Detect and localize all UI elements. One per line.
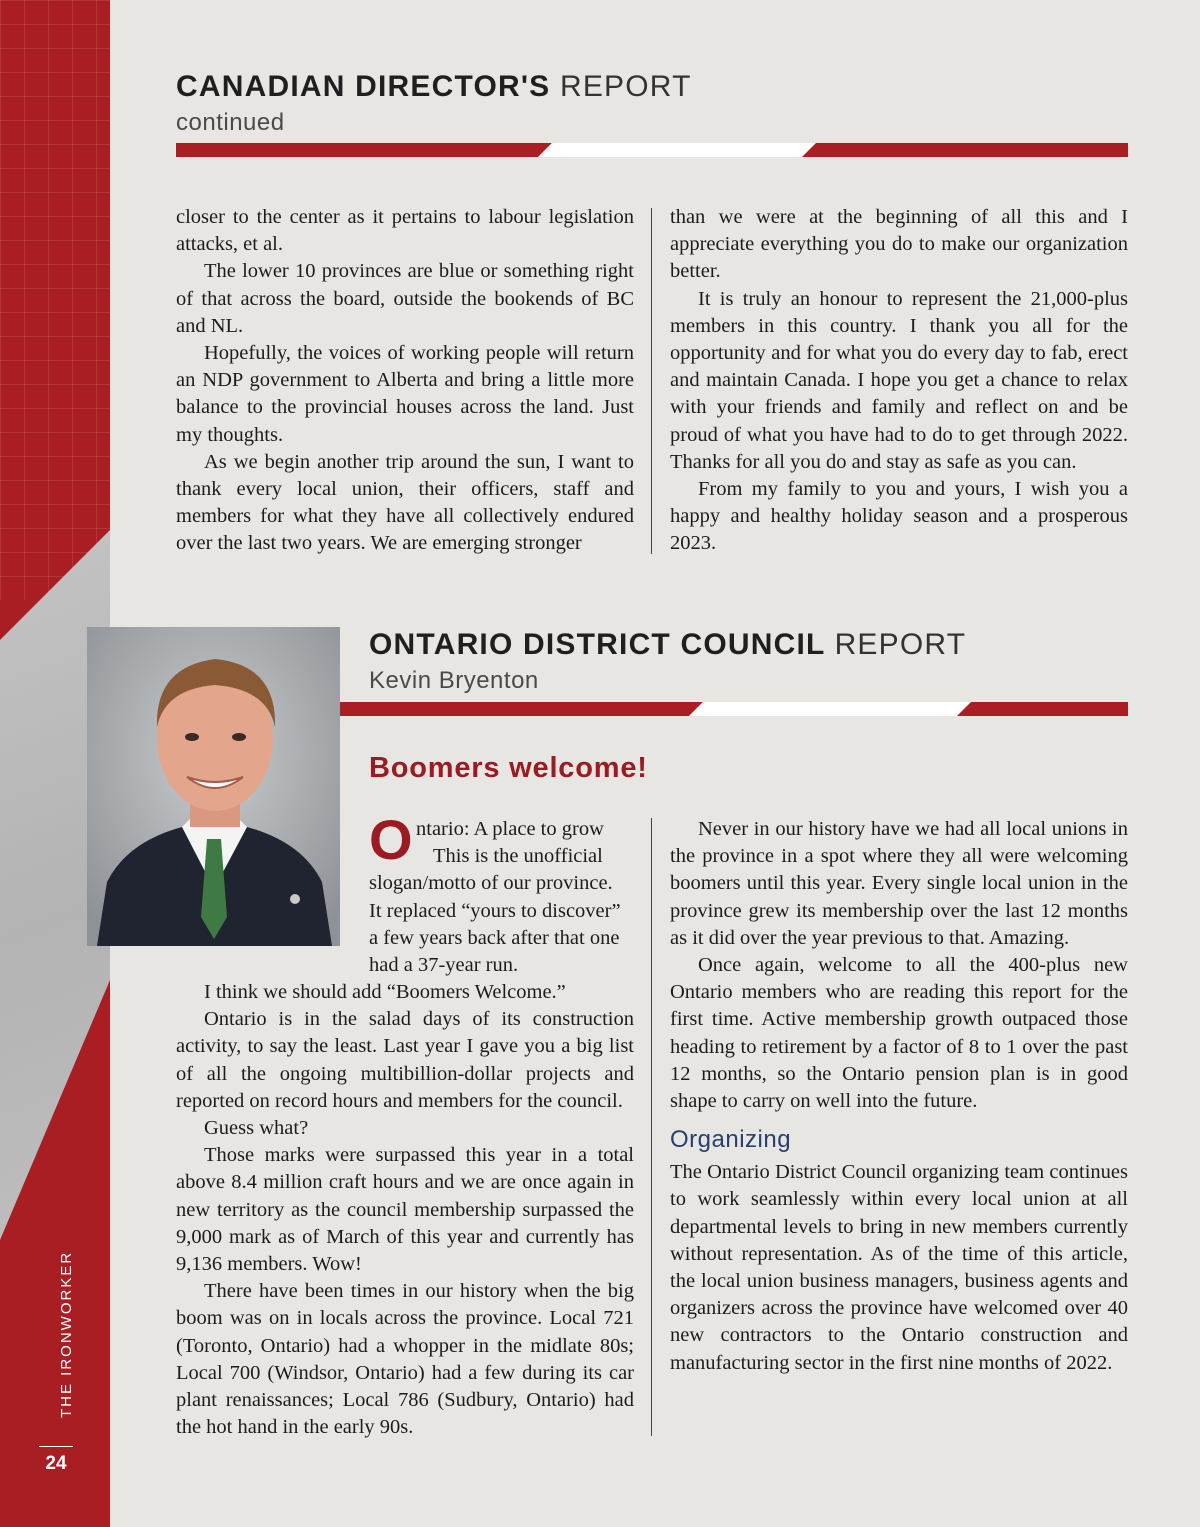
intro-line: a few years back after that one [369, 926, 620, 949]
paragraph: Hopefully, the voices of working people will return an NDP government to Alberta and bring a little more balance to the provincial houses across the land. Just my thoughts. [176, 342, 634, 446]
paragraph: The lower 10 provinces are blue or something right of that across the board, outside the bookends of BC and NL. [176, 260, 634, 337]
intro-line: ntario: A place to grow [416, 818, 604, 840]
header-accent-bar [340, 702, 1128, 716]
intro-block [369, 816, 634, 979]
section-title [369, 628, 966, 662]
column-divider [651, 818, 652, 1436]
paragraph: There have been times in our history when the big boom was on in locals across the province. Local 721 (Toronto, Ontario) had a whopper in the midlate 80s; Local 700 (Windsor, Ontario) had a few during its car plant renaissances; Local 786 (Sudbury, Ontario) had the hot hand in the early 90s. [176, 1280, 634, 1439]
paragraph: closer to the center as it pertains to labour legislation attacks, et al. [176, 206, 634, 256]
section-title-bold: ONTARIO DISTRICT COUNCIL [369, 628, 826, 661]
page-number-divider [39, 1446, 73, 1447]
director-report-left-column [176, 204, 634, 558]
section-title-light: REPORT [834, 628, 967, 661]
section-title-bold: CANADIAN DIRECTOR'S [176, 70, 551, 103]
paragraph: The Ontario District Council organizing team continues to work seamlessly within every local union at all departmental levels to bring in new members currently without representation. As of the time of this article, the local union business managers, business agents and organizers across the province have welcomed over 40 new contractors to the Ontario construction and manufacturing sector in the first nine months of 2022. [670, 1161, 1128, 1374]
intro-line: It replaced “yours to discover” [369, 899, 621, 922]
paragraph: than we were at the beginning of all this and I appreciate everything you do to make our organization better. [670, 206, 1128, 283]
intro-line: slogan/motto of our province. [369, 872, 613, 895]
paragraph: As we begin another trip around the sun, I want to thank every local union, their officers, staff and members for what they have all collectively endured over the last two years. We are emerging stronger [176, 450, 634, 555]
section-title [176, 70, 692, 104]
ontario-report-right-column [670, 816, 1128, 1377]
ontario-report-left-column [176, 979, 634, 1441]
section-subtitle: continued [176, 109, 285, 136]
author-portrait-photo [87, 627, 340, 946]
ontario-council-header [369, 628, 966, 694]
section-title-light: REPORT [559, 70, 692, 103]
paragraph: Once again, welcome to all the 400-plus new Ontario members who are reading this report for the first time. Active membership growth outpaced those heading to retirement by a factor of 8 to 1 over the past 12 months, so the Ontario pension plan is in good shape to carry on well into the future. [670, 954, 1128, 1113]
director-report-right-column [670, 204, 1128, 558]
strip-grid-pattern [0, 0, 110, 600]
column-divider [651, 208, 652, 554]
paragraph: Never in our history have we had all local unions in the province in a spot where they all were welcoming boomers until this year. Every single local union in the province grew its membership over the last 12 months as it did over the year previous to that. Amazing. [670, 818, 1128, 949]
author-name: Kevin Bryenton [369, 667, 539, 694]
paragraph: I think we should add “Boomers Welcome.” [204, 981, 566, 1003]
intro-line: This is the unofficial [433, 845, 603, 868]
canadian-director-header [176, 70, 692, 136]
paragraph: It is truly an honour to represent the 21,000-plus members in this country. I thank you all for the opportunity and for what you do every day to fab, erect and maintain Canada. I hope you get a chance to relax with your friends and family and reflect on and be proud of what you have had to do to get through 2022. Thanks for all you do and stay as safe as you can. [670, 287, 1128, 473]
paragraph: Ontario is in the salad days of its construction activity, to say the least. Last year I gave you a big list of all the ongoing multibillion-dollar projects and reported on record hours and members for the council. [176, 1008, 634, 1112]
organizing-subheading: Organizing [670, 1126, 792, 1154]
intro-line: had a 37-year run. [369, 954, 519, 977]
drop-cap: O [369, 808, 413, 871]
paragraph: From my family to you and yours, I wish you a happy and healthy holiday season and a prosperous 2023. [670, 478, 1128, 555]
article-headline: Boomers welcome! [369, 752, 648, 784]
header-accent-bar [176, 143, 1128, 157]
paragraph: Guess what? [204, 1117, 309, 1140]
page-number: 24 [45, 1453, 67, 1474]
publication-name: THE IRONWORKER [58, 1250, 75, 1418]
paragraph: Those marks were surpassed this year in a total above 8.4 million craft hours and we are once again in new territory as the council membership surpassed the 9,000 mark as of March of this year and currently has 9,136 members. Wow! [176, 1144, 634, 1276]
